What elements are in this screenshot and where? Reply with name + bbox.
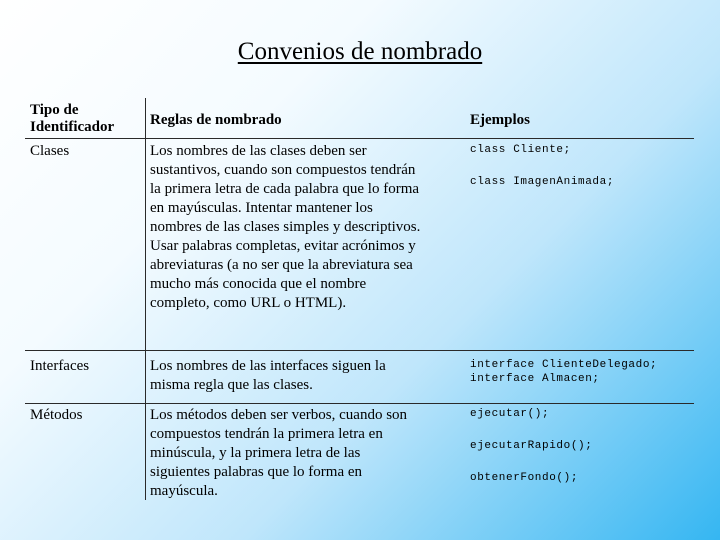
header-type: Tipo de Identificador	[30, 102, 115, 135]
row-clases-example-2: class ImagenAnimada;	[470, 176, 615, 188]
row-divider-2	[25, 403, 694, 404]
row-interfaces-example-2: interface Almacen;	[470, 373, 600, 385]
row-metodos-example-2: ejecutarRapido();	[470, 440, 593, 452]
slide-title: Convenios de nombrado	[237, 38, 483, 65]
row-interfaces-type: Interfaces	[30, 358, 90, 374]
row-clases-rules: Los nombres de las clases deben ser sustantivos, cuando son compuestos tendrán la primera letra de cada palabra que lo forma en mayúsculas. Intentar mantener los nombres de las clases simples y descriptivos. Usar palabras completas, evitar acrónimos y abreviaturas (a no ser que la abreviatura sea mucho más conocida que el nombre completo, como URL o HTML).	[150, 143, 421, 311]
row-clases-type: Clases	[30, 143, 70, 159]
row-clases-example-1: class Cliente;	[470, 144, 571, 156]
row-metodos-example-1: ejecutar();	[470, 408, 550, 420]
row-divider-1	[25, 350, 694, 351]
header-examples: Ejemplos	[470, 112, 530, 128]
header-rules: Reglas de nombrado	[150, 112, 282, 128]
column-divider-1	[145, 98, 146, 500]
header-divider	[25, 138, 694, 139]
row-interfaces-example-1: interface ClienteDelegado;	[470, 359, 658, 371]
row-metodos-rules: Los métodos deben ser verbos, cuando son compuestos tendrán la primera letra en minúscula, y la primera letra de las siguientes palabras que lo forma en mayúscula.	[150, 407, 408, 499]
row-metodos-example-3: obtenerFondo();	[470, 472, 579, 484]
row-interfaces-rules: Los nombres de las interfaces siguen la misma regla que las clases.	[150, 358, 386, 393]
row-metodos-type: Métodos	[30, 407, 83, 423]
